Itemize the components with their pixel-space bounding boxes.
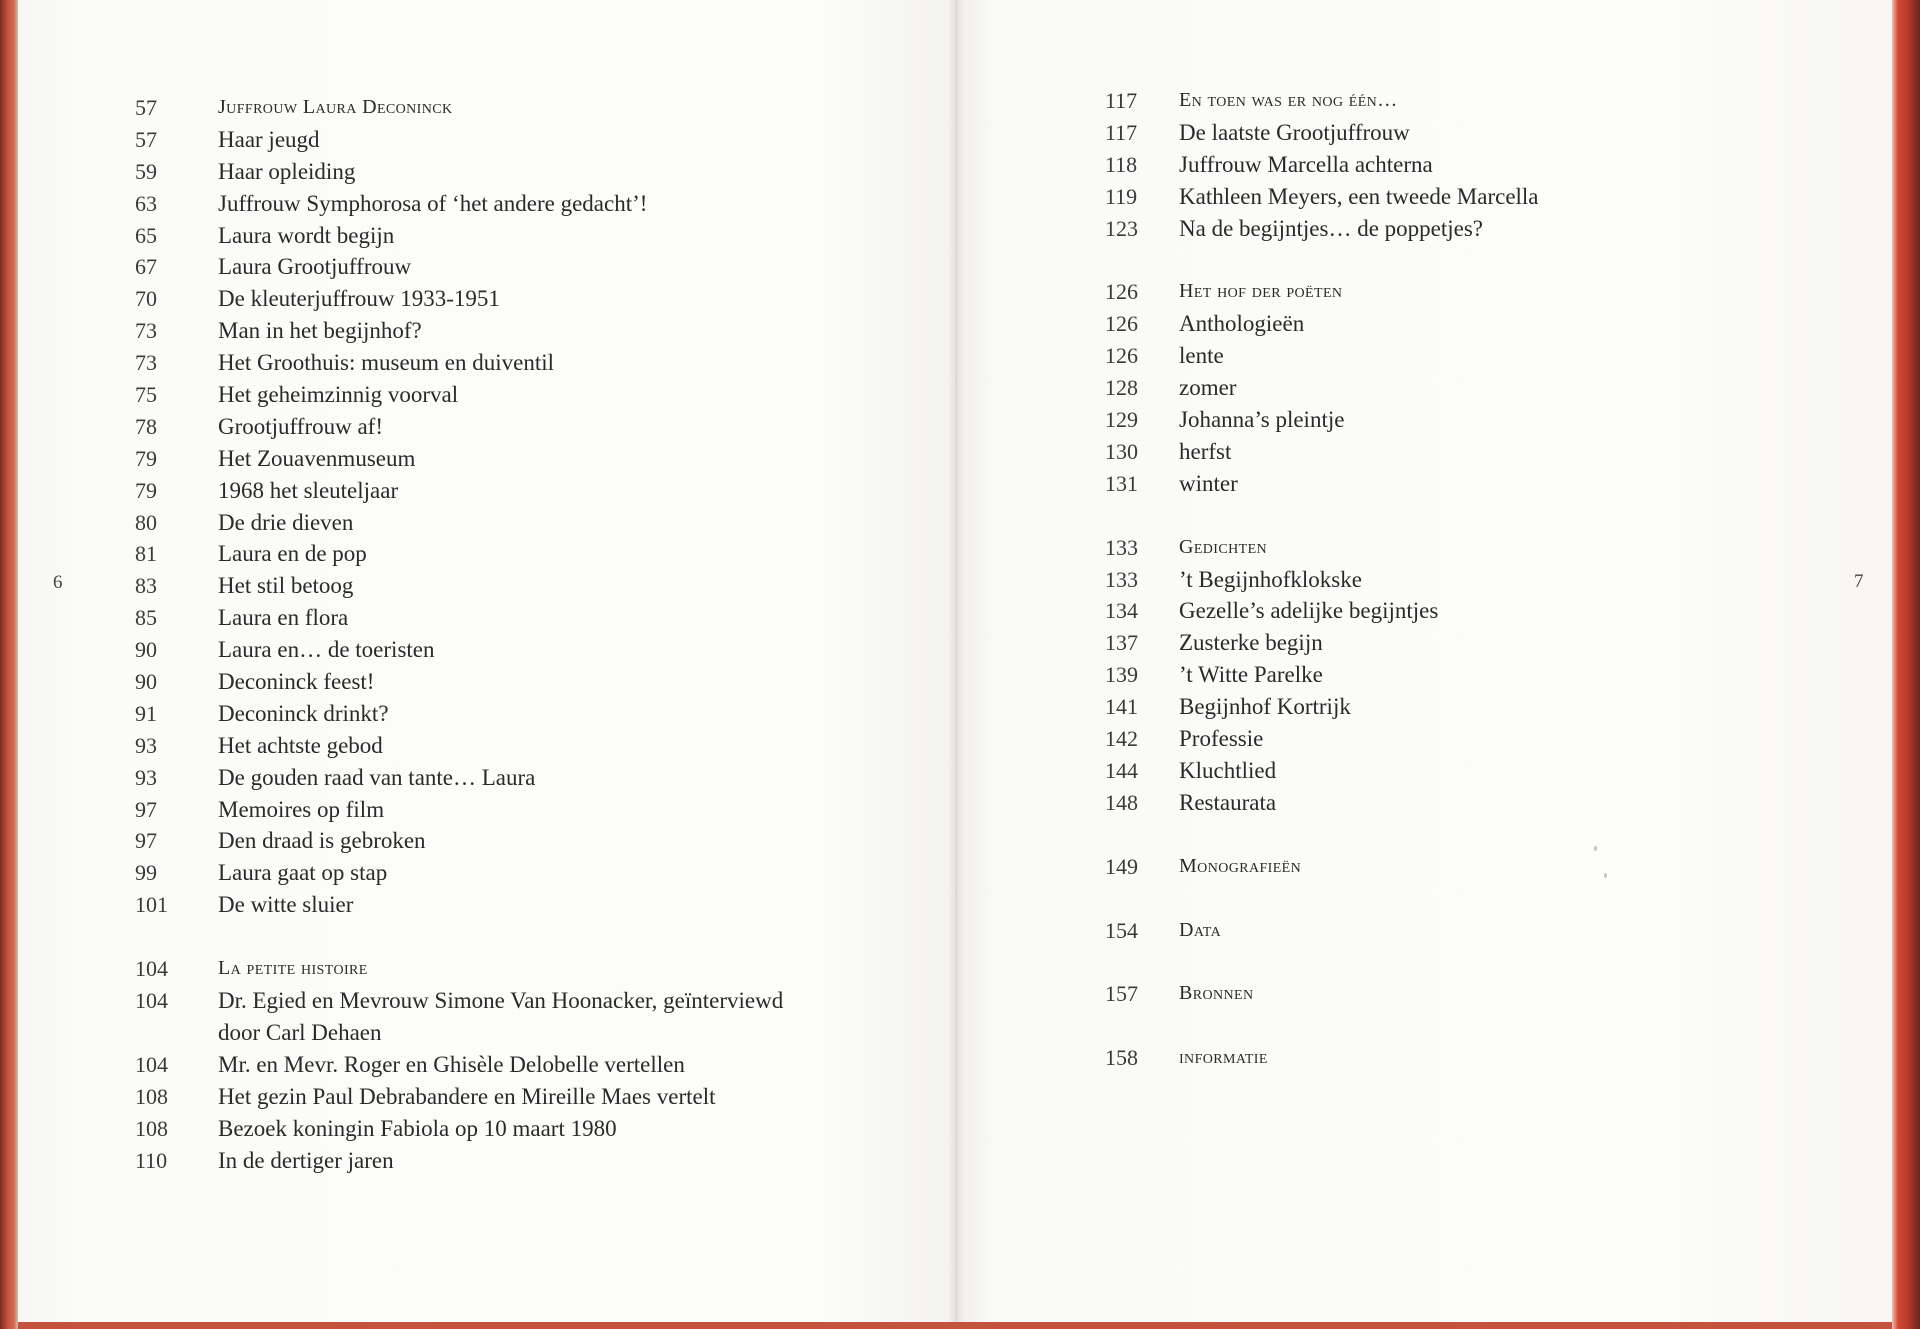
toc-page-number: 149 [1105,853,1138,879]
toc-entry [1105,659,1785,691]
toc-entry [135,443,915,475]
toc-entry [135,762,915,794]
toc-entry-title: La petite histoire [218,957,368,980]
toc-entry-title: De laatste Grootjuffrouw [1179,119,1410,145]
toc-section-heading [1105,915,1785,947]
toc-entry [135,1081,915,1113]
toc-entry-title: Memoires op film [218,796,385,822]
toc-entry-title: Bronnen [1179,982,1254,1005]
toc-page-number: 101 [135,892,168,918]
toc-page-number: 144 [1105,757,1138,783]
toc-entry-title: Haar jeugd [218,126,320,152]
toc-entry-title: lente [1179,343,1224,369]
toc-page-number: 158 [1105,1045,1138,1071]
toc-entry-title: Gedichten [1179,535,1268,558]
toc-entry-title: Man in het begijnhof? [218,318,422,344]
toc-page-number: 137 [1105,630,1138,656]
toc-entry-title: En toen was er nog één… [1179,89,1398,111]
toc-entry-title: Den draad is gebroken [218,828,426,854]
toc-page-number: 57 [135,95,157,120]
toc-entry-title: Johanna’s pleintje [1179,407,1345,433]
toc-entry [1105,627,1785,659]
toc-page-number: 118 [1105,151,1138,177]
toc-entry-title: Grootjuffrouw af! [218,413,383,439]
toc-entry [135,857,915,889]
toc-page-number: 67 [135,254,157,280]
toc-left-list [135,92,915,1176]
toc-page-number: 133 [1105,566,1138,592]
toc-page-number: 148 [1105,789,1138,815]
toc-entry [1105,149,1785,181]
toc-entry-title: Laura wordt begijn [218,222,395,248]
toc-entry-title: Data [1179,918,1222,941]
toc-entry-title: winter [1179,470,1238,496]
toc-entry [135,475,915,507]
toc-entry-title: Deconinck drinkt? [218,700,389,726]
toc-entry-title: In de dertiger jaren [218,1147,394,1173]
toc-page-number: 75 [135,382,157,408]
toc-entry-title: Laura en… de toeristen [218,637,435,663]
toc-page-number: 126 [1105,343,1138,369]
toc-page-number: 134 [1105,598,1138,624]
toc-entry-title: Laura gaat op stap [218,860,388,886]
page-number-left: 6 [53,572,63,593]
toc-page-number: 80 [135,509,157,535]
toc-entry-title: De drie dieven [218,509,354,535]
toc-entry [135,411,915,443]
toc-entry [1105,564,1785,596]
toc-entry-title: Het achtste gebod [218,732,383,758]
toc-page-number: 65 [135,222,157,248]
toc-entry [135,124,915,156]
toc-entry [135,379,915,411]
toc-page-number: 57 [135,126,157,152]
toc-entry-title: Bezoek koningin Fabiola op 10 maart 1980 [218,1115,617,1141]
toc-page-number: 130 [1105,438,1138,464]
toc-entry-title: Mr. en Mevr. Roger en Ghisèle Delobelle vertellen [218,1051,685,1077]
toc-section-heading [1105,532,1785,564]
toc-entry-title: 1968 het sleuteljaar [218,477,399,503]
toc-page-number: 117 [1105,119,1138,145]
toc-page-number: 141 [1105,694,1138,720]
toc-entry [135,602,915,634]
toc-entry-title: De gouden raad van tante… Laura [218,764,536,790]
toc-entry-title: informatie [1179,1046,1268,1069]
toc-page-number: 78 [135,413,157,439]
toc-entry-title: herfst [1179,438,1232,464]
toc-page-number: 83 [135,573,157,599]
toc-page-number: 133 [1105,534,1138,560]
toc-entry [1105,213,1785,245]
toc-section-heading [135,92,915,124]
toc-page-number: 123 [1105,215,1138,241]
toc-entry [135,315,915,347]
toc-page-number: 117 [1105,88,1138,113]
toc-entry-title: ’t Begijnhofklokske [1179,566,1362,592]
toc-entry-title: Zusterke begijn [1179,630,1323,656]
toc-section-heading [1105,85,1785,117]
toc-entry [1105,691,1785,723]
toc-entry-title: Laura en de pop [218,541,367,567]
toc-entry-title: Professie [1179,726,1264,752]
toc-entry-title: Anthologieën [1179,311,1305,337]
toc-page-number: 90 [135,637,157,663]
toc-page-number: 85 [135,605,157,631]
book-bottom-edge [18,1322,1892,1329]
toc-entry [135,156,915,188]
toc-entry [135,666,915,698]
toc-entry [1105,723,1785,755]
toc-page-number: 139 [1105,662,1138,688]
toc-entry-title: Laura Grootjuffrouw [218,254,412,280]
toc-page-number: 97 [135,796,157,822]
toc-right-list [1105,85,1785,1074]
toc-page-number: 128 [1105,375,1138,401]
toc-entry-title: De witte sluier [218,892,354,918]
toc-entry [1105,436,1785,468]
toc-entry [135,507,915,539]
toc-entry [1105,755,1785,787]
toc-page-number: 97 [135,828,157,854]
toc-entry-title: Restaurata [1179,789,1277,815]
toc-page-number: 108 [135,1083,168,1109]
toc-page-number: 119 [1105,183,1138,209]
toc-entry-title: De kleuterjuffrouw 1933-1951 [218,286,500,312]
toc-entry [135,730,915,762]
toc-page-number: 93 [135,732,157,758]
toc-page-number: 79 [135,477,157,503]
toc-entry-title: Na de begijntjes… de poppetjes? [1179,215,1484,241]
toc-entry-title: Gezelle’s adelijke begijntjes [1179,598,1439,624]
toc-entry [135,1049,915,1081]
toc-entry-title: Het hof der poëten [1179,280,1343,303]
toc-page-number: 90 [135,669,157,695]
toc-entry [135,188,915,220]
toc-section-heading [1105,1042,1785,1074]
toc-section-heading [1105,978,1785,1010]
toc-page-number: 91 [135,700,157,726]
toc-section-heading [1105,276,1785,308]
toc-entry [1105,787,1785,819]
toc-entry [1105,117,1785,149]
toc-entry [1105,340,1785,372]
toc-entry-title: Juffrouw Marcella achterna [1179,151,1433,177]
toc-entry [135,1113,915,1145]
toc-page-number: 79 [135,445,157,471]
toc-page-number: 73 [135,318,157,344]
toc-section-heading [135,953,915,985]
toc-page-number: 70 [135,286,157,312]
toc-entry [135,220,915,252]
toc-entry [135,985,915,1049]
toc-page-number: 93 [135,764,157,790]
toc-page-number: 126 [1105,279,1138,305]
toc-page-number: 154 [1105,917,1138,943]
toc-page-number: 104 [135,988,168,1014]
toc-page-number: 63 [135,190,157,216]
toc-entry [1105,181,1785,213]
toc-entry [135,283,915,315]
toc-entry-title: zomer [1179,375,1237,401]
page-number-right: 7 [1854,571,1864,592]
toc-entry [135,538,915,570]
toc-entry [1105,372,1785,404]
toc-entry [135,251,915,283]
toc-entry-title: Laura en flora [218,605,349,631]
toc-page-number: 73 [135,350,157,376]
toc-entry-title: Het stil betoog [218,573,354,599]
toc-entry-title: Monografieën [1179,854,1302,877]
toc-entry-title: Dr. Egied en Mevrouw Simone Van Hoonacker, geïnterviewd door Carl Dehaen [218,988,784,1045]
toc-entry-title: Het Groothuis: museum en duiventil [218,350,555,376]
toc-entry [135,634,915,666]
toc-page-number: 81 [135,541,157,567]
toc-entry-title: Kluchtlied [1179,757,1277,783]
toc-entry [135,889,915,921]
book-gutter [948,0,964,1322]
toc-page-number: 104 [135,1051,168,1077]
toc-entry-title: Begijnhof Kortrijk [1179,694,1351,720]
toc-entry [135,570,915,602]
book-edge-right [1890,0,1920,1329]
toc-page-number: 110 [135,1147,168,1173]
toc-page-number: 108 [135,1115,168,1141]
toc-entry [135,794,915,826]
toc-entry [1105,308,1785,340]
toc-page-number: 129 [1105,407,1138,433]
toc-entry-title: Het gezin Paul Debrabandere en Mireille Maes vertelt [218,1083,716,1109]
toc-page-number: 157 [1105,981,1138,1007]
toc-entry [135,347,915,379]
toc-page-number: 59 [135,158,157,184]
toc-page-number: 99 [135,860,157,886]
toc-entry [135,825,915,857]
toc-entry [1105,595,1785,627]
toc-entry-title: Het geheimzinnig voorval [218,382,459,408]
toc-entry-title: ’t Witte Parelke [1179,662,1323,688]
toc-page-number: 131 [1105,470,1138,496]
toc-entry-title: Het Zouavenmuseum [218,445,416,471]
toc-entry-title: Kathleen Meyers, een tweede Marcella [1179,183,1539,209]
toc-entry [1105,468,1785,500]
toc-entry [135,1145,915,1177]
toc-entry-title: Juffrouw Symphorosa of ‘het andere gedacht’! [218,190,648,216]
toc-entry [1105,404,1785,436]
toc-entry [135,698,915,730]
toc-entry-title: Haar opleiding [218,158,356,184]
toc-entry-title: Juffrouw Laura Deconinck [218,96,453,118]
toc-page-number: 126 [1105,311,1138,337]
toc-page-number: 104 [135,956,168,982]
toc-entry-title: Deconinck feest! [218,669,375,695]
toc-section-heading [1105,851,1785,883]
toc-page-number: 142 [1105,726,1138,752]
